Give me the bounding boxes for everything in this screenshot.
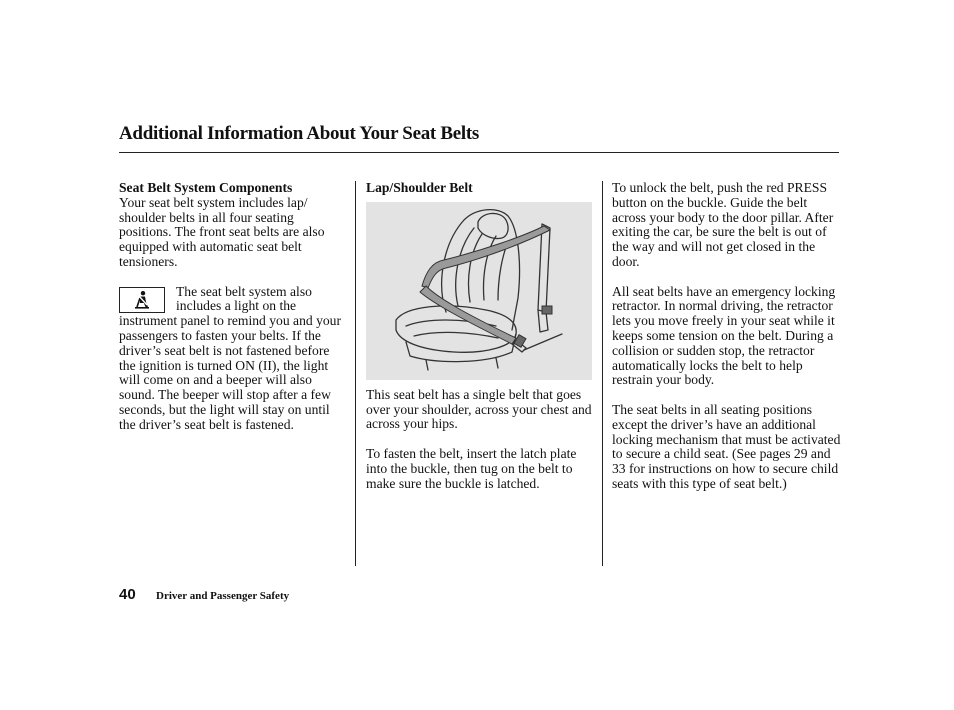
section-heading-lap-shoulder: Lap/Shoulder Belt <box>366 180 473 195</box>
column-divider-left <box>355 181 356 566</box>
components-intro-paragraph: Your seat belt system includes lap/ shoulder belts in all four seating positions. The front seat belts are also equipped with automatic seat belt tensioners. <box>119 194 325 269</box>
indicator-row <box>119 285 349 315</box>
locking-retractor-paragraph: All seat belts have an emergency locking retractor. In normal driving, the retractor lets you move freely in your seat while it keeps some tension on the belt. During a collision or sudden stop, the retractor automatically locks the belt to help restrain your body. <box>612 283 836 388</box>
indicator-paragraph-rest: instrument panel to remind you and your passengers to fasten your belts. If the driver’s seat belt is not fastened before the ignition is turned ON (II), the light will come on and a beeper will also sound. The beeper will stop after a few seconds, but the light will stay on until the driver’s seat belt is fastened. <box>119 313 341 432</box>
column-seat-belt-components <box>119 181 349 433</box>
page-number: 40 <box>119 586 136 603</box>
unlock-belt-paragraph: To unlock the belt, push the red PRESS button on the buckle. Guide the belt across your body to the door pillar. After exiting the car, be sure the belt is out of the way and will not get closed in the door. <box>612 180 834 269</box>
seat-with-seat-belt-illustration <box>366 202 592 380</box>
section-heading-components: Seat Belt System Components <box>119 180 293 195</box>
footer-section-title: Driver and Passenger Safety <box>156 590 290 602</box>
column-divider-right <box>602 181 603 566</box>
column-lap-shoulder-belt <box>366 181 594 491</box>
lap-shoulder-paragraph-1: This seat belt has a single belt that goes over your shoulder, across your chest and across your hips. <box>366 386 592 432</box>
column-belt-operation <box>612 181 842 492</box>
seat-belt-reminder-icon <box>119 287 165 313</box>
page-title: Additional Information About Your Seat Belts <box>119 123 479 144</box>
lap-shoulder-paragraph-2: To fasten the belt, insert the latch plate into the buckle, then tug on the belt to make sure the buckle is latched. <box>366 445 577 491</box>
title-rule <box>119 152 839 153</box>
child-seat-locking-paragraph: The seat belts in all seating positions except the driver’s have an additional locking mechanism that must be activated to secure a child seat. (See pages 29 and 33 for instructions on how to secure child seats with this type of seat belt.) <box>612 401 841 491</box>
indicator-paragraph-start: The seat belt system also includes a light on the <box>176 283 312 314</box>
